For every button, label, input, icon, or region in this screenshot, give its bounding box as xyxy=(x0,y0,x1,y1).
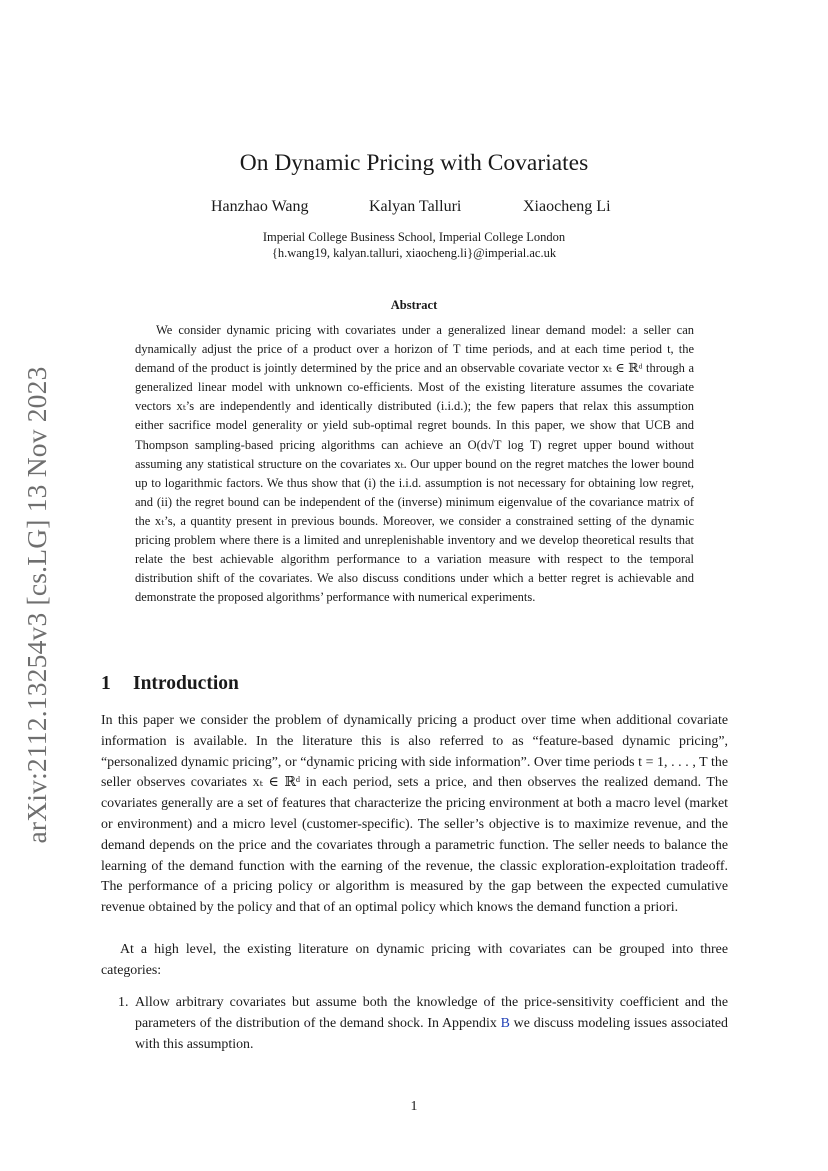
author-name: Xiaocheng Li xyxy=(523,198,611,215)
body-paragraph: In this paper we consider the problem of dynamically pricing a product over time when additional covariate information is available. In the literature this is also referred to as “feature-based dynamic pricing”, “personalized dynamic pricing”, or “dynamic pricing with side information”. Over time periods t = 1, . . . , T the seller observes covariates xₜ ∈ ℝᵈ in each period, sets a price, and then observes the realized demand. The covariates generally are a set of features that characterize the pricing environment at both a macro level (market or environment) and a micro level (customer-specific). The seller’s objective is to maximize revenue, and the demand depends on the price and the covariates through a parametric function. The seller needs to balance the learning of the demand function with the earning of the revenue, the classic exploration-exploitation tradeoff. The performance of a pricing policy or algorithm is measured by the gap between the expected cumulative revenue obtained by the policy and that of an optimal policy which knows the demand function a priori. xyxy=(101,713,728,916)
author-name: Kalyan Talluri xyxy=(369,198,462,215)
author-name: Hanzhao Wang xyxy=(211,198,309,215)
section-number: 1 xyxy=(101,673,111,694)
author-emails: {h.wang19, kalyan.talluri, xiaocheng.li}@imperial.ac.uk xyxy=(271,246,557,260)
author-list xyxy=(0,198,828,220)
list-item xyxy=(101,993,728,1055)
section-heading xyxy=(101,673,239,695)
affiliation: Imperial College Business School, Imperial College London xyxy=(262,230,566,244)
paper-title: On Dynamic Pricing with Covariates xyxy=(239,150,589,176)
abstract-text: We consider dynamic pricing with covariates under a generalized linear demand model: a seller can dynamically adjust the price of a product over a horizon of T time periods, and at each time period t, the demand of the product is jointly determined by the price and an observable covariate vector xₜ ∈ ℝᵈ through a generalized linear model with unknown co-efficients. Most of the existing literature assumes the covariate vectors xₜ’s are independently and identically distributed (i.i.d.); the few papers that relax this assumption either sacrifice model generality or yield sub-optimal regret bounds. In this paper, we show that UCB and Thompson sampling-based pricing algorithms can achieve an O(d√T log T) regret upper bound without assuming any statistical structure on the covariates xₜ. Our upper bound on the regret matches the lower bound up to logarithmic factors. We thus show that (i) the i.i.d. assumption is not necessary for obtaining low regret, and (ii) the regret bound can be independent of the (inverse) minimum eigenvalue of the covariance matrix of the xₜ’s, a quantity present in previous bounds. Moreover, we consider a constrained setting of the dynamic pricing problem where there is a limited and unreplenishable inventory and we develop theoretical results that relate the best achievable algorithm performance to a variation measure with respect to the temporal distribution shift of the covariates. We also discuss conditions under which a better regret is achievable and demonstrate the proposed algorithms’ performance with numerical experiments. xyxy=(135,323,694,605)
list-text-before-link: Allow arbitrary covariates but assume both the knowledge of the price-sensitivity coefficient and the parameters of the distribution of the demand shock. In Appendix xyxy=(135,995,728,1031)
list-marker: 1. xyxy=(118,995,129,1010)
section-title: Introduction xyxy=(133,673,239,694)
page-number: 1 xyxy=(410,1099,418,1114)
arxiv-identifier-text: arXiv:2112.13254v3 [cs.LG] 13 Nov 2023 xyxy=(21,366,52,844)
body-paragraph: At a high level, the existing literature on dynamic pricing with covariates can be grouped into three categories: xyxy=(101,942,728,978)
abstract-heading: Abstract xyxy=(390,298,438,312)
appendix-link[interactable]: B xyxy=(500,1015,510,1031)
list-item-text xyxy=(135,993,728,1055)
list-text-after-link: we discuss modeling issues associated with this assumption. xyxy=(135,1015,728,1052)
